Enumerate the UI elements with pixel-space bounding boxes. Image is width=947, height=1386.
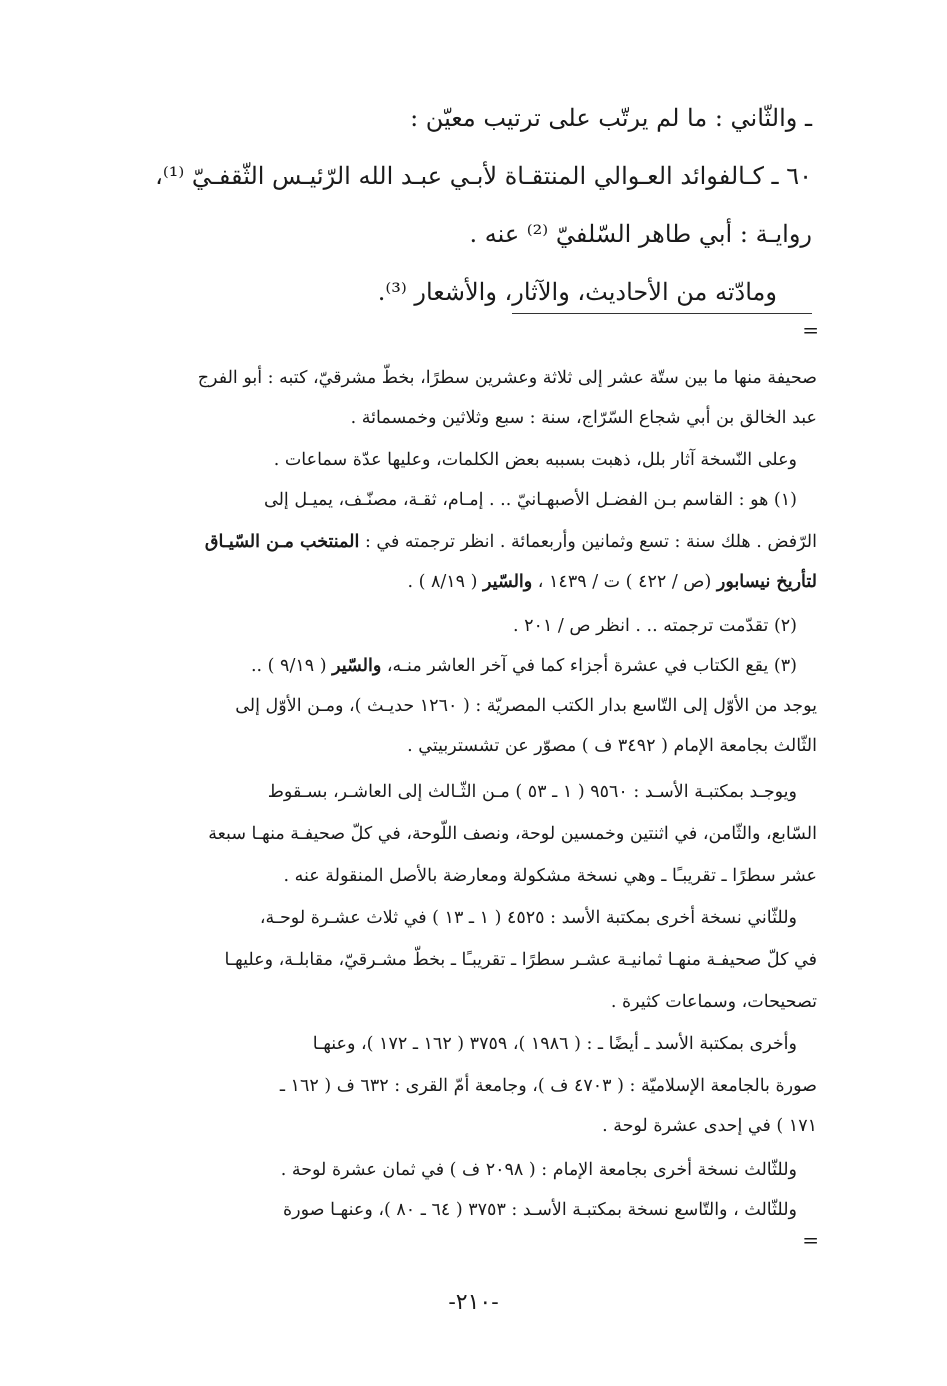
book-title-siyar: والسّير xyxy=(483,572,533,592)
footnote-3-line: وللثّاني نسخة أخرى بمكتبة الأسد : ٤٥٢٥ ( ١ ـ ١٣ ) في ثلاث عشـرة لوحـة، xyxy=(259,908,797,928)
footnote-3-line: عشر سطرًا ـ تقريبـًا ـ وهي نسخة مشكولة ومعارضة بالأصل المنقولة عنه . xyxy=(283,866,817,886)
footnote-3-line: يوجد من الأوّل إلى التّاسع بدار الكتب المصريّة : ( ١٢٦٠ حديـث )، ومـن الأوّل إلى xyxy=(235,696,817,716)
footnote-text: ( ٨/١٩ ) . xyxy=(407,572,478,592)
main-line-3: روايـة : أبي طاهر السّلفيّ ⁽²⁾ عنه . xyxy=(469,220,812,248)
book-title-siyar: والسّير xyxy=(332,656,382,676)
footnote-line: وعلى النّسخة آثار بلل، ذهبت بسببه بعض الكلمات، وعليها عدّة سماعات . xyxy=(273,450,797,470)
page-number: -٢١٠- xyxy=(448,1290,499,1315)
footnote-3-line: السّابع، والثّامن، في اثنتين وخمسين لوحة، ونصف اللّوحة، في كلّ صحيفـة منهـا سبعة xyxy=(208,824,817,844)
footnote-3-line xyxy=(77,650,797,682)
footnote-3-line: الثّالث بجامعة الإمام ( ٣٤٩٢ ف ) مصوّر عن تشستربيتي . xyxy=(407,736,817,756)
footnote-3-line: صورة بالجامعة الإسلاميّة : ( ٤٧٠٣ ف )، وجامعة أمّ القرى : ٦٣٢ ف ( ١٦٢ ـ xyxy=(279,1076,817,1096)
book-title-tarikh: لتأريخ نيسابور xyxy=(716,572,817,592)
footnote-text: (ص / ٤٢٢ ) ت / ١٤٣٩ ، xyxy=(532,572,712,592)
footnote-3-line: وللثّالث ، والتّاسع نسخة بمكتبـة الأسـد : ٣٧٥٣ ( ٦٤ ـ ٨٠ )، وعنهـا صورة xyxy=(283,1200,797,1220)
continuation-mark-bottom: = xyxy=(802,1228,819,1252)
footnote-3-line: في كلّ صحيفـة منهـا ثمانيـة عشـر سطرًا ـ تقريبـًا ـ بخطّ مشـرقيّ، مقابلـة، وعليهـا xyxy=(224,950,817,970)
main-line-4: ومادّته من الأحاديث، والآثار، والأشعار ⁽³⁾. xyxy=(377,278,777,306)
footnote-3-line: وأخرى بمكتبة الأسد ـ أيضًا ـ : ( ١٩٨٦ )، ٣٧٥٩ ( ١٦٢ ـ ١٧٢ )، وعنهـا xyxy=(312,1034,797,1054)
footnote-2-line: (٢) تقدّمت ترجمته .. . انظر ص / ٢٠١ . xyxy=(513,616,797,636)
footnote-3-line: ١٧١ ) في إحدى عشرة لوحة . xyxy=(602,1116,817,1136)
footnote-text: (٣) يقع الكتاب في عشرة أجزاء كما في آخر العاشر منـه، xyxy=(381,656,797,676)
footnote-1-line xyxy=(97,526,817,558)
footnote-3-line: ويوجـد بمكتبـة الأسـد : ٩٥٦٠ ( ١ ـ ٥٣ ) مـن الثّـالث إلى العاشـر، بسـقوط xyxy=(267,782,797,802)
main-line-2: ٦٠ ـ كـالفوائد العـوالي المنتقـاة لأبـي عبـد الله الرّئيـس الثّقفـيّ ⁽¹⁾، xyxy=(155,162,812,190)
footnote-1-line xyxy=(97,566,817,598)
footnote-3-line: تصحيحات، وسماعات كثيرة . xyxy=(610,992,817,1012)
footnote-text: الرّفض . هلك سنة : تسع وثمانين وأربعمائة . انظر ترجمته في : xyxy=(364,532,817,552)
footnote-line: عبد الخالق بن أبي شجاع السّرّاج، سنة : سبع وثلاثين وخمسمائة . xyxy=(350,408,817,428)
footnote-text: ( ٩/١٩ ) .. xyxy=(250,656,327,676)
footnote-separator xyxy=(512,313,812,314)
book-title-muntakhab: المنتخب مـن السّيـاق xyxy=(204,532,360,552)
footnote-1-line: (١) هو : القاسم بـن الفضـل الأصبهـانيّ .. . إمـام، ثقـة، مصنّـف، يميـل إلى xyxy=(263,490,797,510)
continuation-mark-top: = xyxy=(802,318,819,342)
footnote-3-line: وللثّالث نسخة أخرى بجامعة الإمام : ( ٢٠٩٨ ف ) في ثمان عشرة لوحة . xyxy=(280,1160,797,1180)
footnote-line: صحيفة منها ما بين ستّة عشر إلى ثلاثة وعشرين سطرًا، بخطّ مشرقيّ، كتبه : أبو الفرج xyxy=(197,368,817,388)
main-line-1: ـ والثّاني : ما لم يرتّب على ترتيب معيّن : xyxy=(410,104,812,132)
